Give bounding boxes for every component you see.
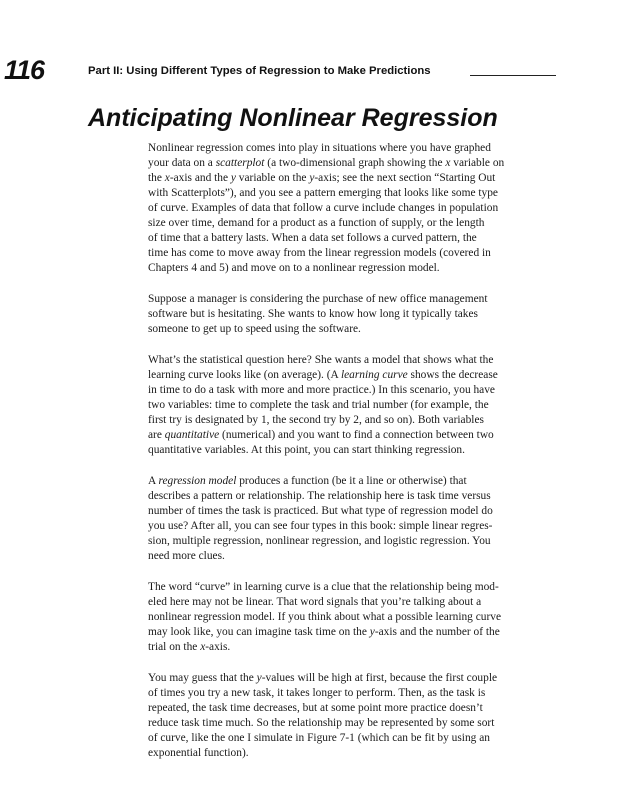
page-header [4, 56, 556, 84]
paragraph-manager-scenario: Suppose a manager is considering the purchase of new office management software but is hesitating. She wants to know how long it typically takes someone to get up to speed using the software. [148, 293, 488, 335]
header-rule [470, 75, 556, 76]
paragraph-nonlinear-intro: Nonlinear regression comes into play in situations where you have graphed your data on a scatterplot (a two-dimensional graph showing the x variable on the x-axis and the y variable on the y-axis; see the next section “Starting Out with Scatterplots”), and you see a pattern emerging that looks like some type of curve. Examples of data that follow a curve include changes in population size over time, demand for a product as a function of supply, or the length of time that a battery lasts. When a data set follows a curved pattern, the time has come to move away from the linear regression models (covered in Chapters 4 and 5) and move on to a nonlinear regression model. [148, 142, 505, 274]
paragraph-statistical-question: What’s the statistical question here? She wants a model that shows what the learning curve looks like (on average). (A learning curve shows the decrease in time to do a task with more and more practice.) In this scenario, you have two variables: time to complete the task and trial number (for example, the first try is designated by 1, the second try by 2, and so on). Both variables are quantitative (numerical) and you want to find a connection between two quantitative variables. At this point, you can start thinking regression. [148, 354, 498, 456]
paragraph-y-values: You may guess that the y-values will be high at first, because the first couple of times you try a new task, it takes longer to perform. Then, as the task is repeated, the task time decreases, but at some point more practice doesn’t reduce task time much. So the relationship may be represented by some sort of curve, like the one I simulate in Figure 7-1 (which can be fit by using an exponential function). [148, 672, 498, 759]
paragraph-curve-clue: The word “curve” in learning curve is a clue that the relationship being mod- eled here may not be linear. That word signals that you’re talking about a nonlinear regression model. If you think about what a possible learning curve may look like, you can imagine task time on the y-axis and the number of the trial on the x-axis. [148, 581, 502, 653]
section-title: Anticipating Nonlinear Regression [88, 104, 498, 132]
body-text [148, 141, 558, 777]
paragraph-regression-model: A regression model produces a function (be it a line or otherwise) that describes a pattern or relationship. The relationship here is task time versus number of times the task is practiced. But what type of regression model do you use? After all, you can see four types in this book: simple linear regres- sion, multiple regression, nonlinear regression, and logistic regression. You need more clues. [148, 475, 493, 562]
running-head: Part II: Using Different Types of Regression to Make Predictions [88, 65, 431, 77]
page-number: 116 [4, 55, 45, 85]
